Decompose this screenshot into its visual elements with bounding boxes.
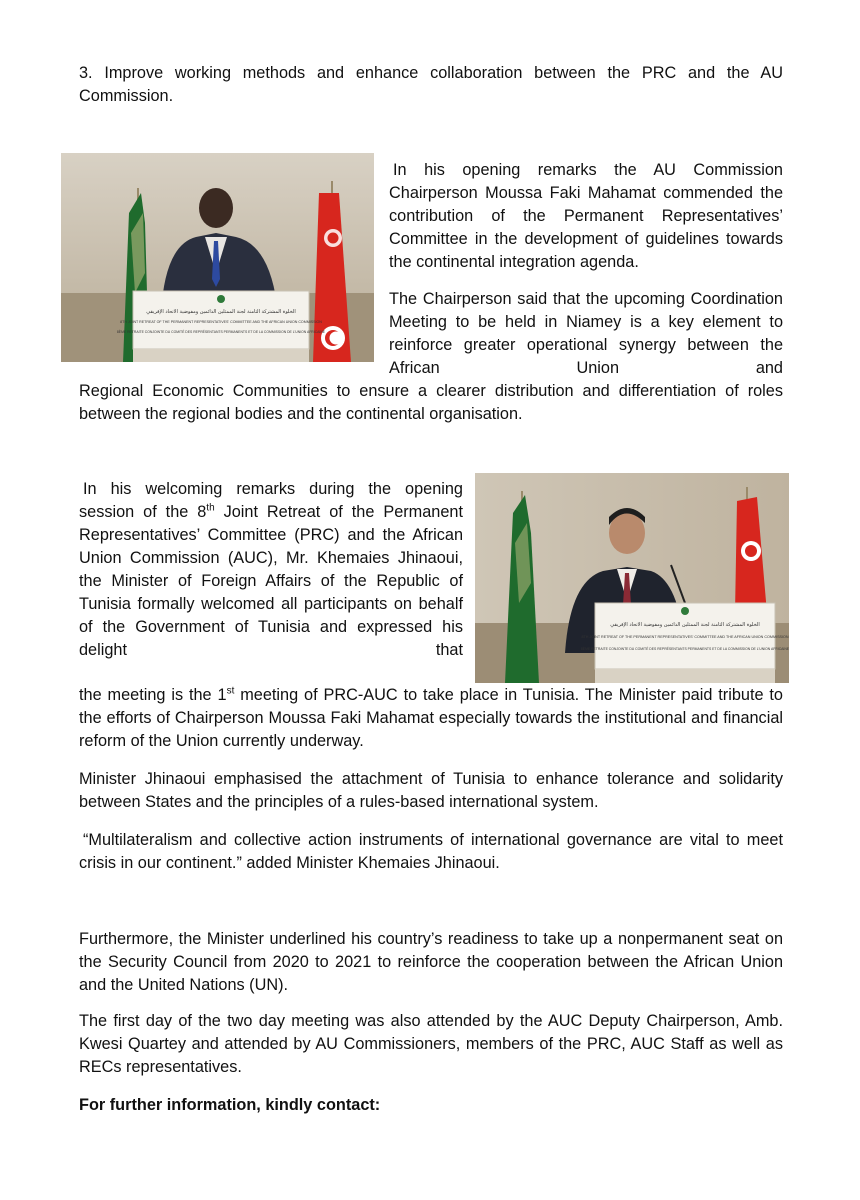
photo2-sign-fr: 8ÈME RETRAITE CONJOINTE DU COMITÉ DES REPRÉSENTANTS PERMANENTS ET DE LA COMMISSION DE L'UNION AFRICAINE bbox=[580, 647, 789, 651]
photo-minister-speech bbox=[475, 473, 789, 683]
quote-block bbox=[79, 829, 783, 875]
opening-remarks-paragraph: In his opening remarks the AU Commission Chairperson Moussa Faki Mahamat commended the contribution of the Permanent Representatives’ Committee in the development of guidelines towards the continental integration agenda. bbox=[389, 161, 783, 271]
chairperson-said-block bbox=[389, 288, 783, 380]
contact-block bbox=[79, 1094, 783, 1117]
tolerance-paragraph: Minister Jhinaoui emphasised the attachment of Tunisia to enhance tolerance and solidarity between States and the principles of a rules-based international system. bbox=[79, 770, 783, 811]
list-item-3-text: 3. Improve working methods and enhance collaboration between the PRC and the AU Commission. bbox=[79, 64, 783, 105]
contact-heading: For further information, kindly contact: bbox=[79, 1096, 381, 1114]
photo2-sign-ar: الخلوة المشتركة الثامنة لجنة الممثلين الدائمين ومفوضية الاتحاد الإفريقي bbox=[610, 622, 760, 628]
photo1-sign-ar: الخلوة المشتركة الثامنة لجنة الممثلين الدائمين ومفوضية الاتحاد الإفريقي bbox=[146, 309, 296, 315]
security-council-block bbox=[79, 928, 783, 997]
photo1-sign-en: 8TH JOINT RETREAT OF THE PERMANENT REPRESENTATIVES' COMMITTEE AND THE AFRICAN UNION COMMISSION bbox=[120, 320, 322, 324]
chairperson-said-wrapped: The Chairperson said that the upcoming Coordination Meeting to be held in Niamey is a key element to reinforce greater operational synergy between the African Union and bbox=[389, 290, 783, 377]
photo2-sign-en: 8TH JOINT RETREAT OF THE PERMANENT REPRESENTATIVES' COMMITTEE AND THE AFRICAN UNION COMMISSION bbox=[581, 635, 789, 639]
welcoming-remarks-continued bbox=[79, 684, 783, 753]
welcoming-remarks-paragraph: In his welcoming remarks during the opening session of the 8th Joint Retreat of the Permanent Representatives’ Committee (PRC) and the African Union Commission (AUC), Mr. Khemaies Jhinaoui, the Minister of Foreign Affairs of the Republic of Tunisia formally welcomed all participants on behalf of the Government of Tunisia and expressed his delight that bbox=[79, 480, 463, 659]
welcoming-remarks-full: the meeting is the 1st meeting of PRC-AUC to take place in Tunisia. The Minister paid tribute to the efforts of Chairperson Moussa Faki Mahamat especially towards the institutional and financial reform of the Union currently underway. bbox=[79, 685, 783, 750]
chairperson-said-continued bbox=[79, 380, 783, 426]
security-council-paragraph: Furthermore, the Minister underlined his country’s readiness to take up a nonpermanent seat on the Security Council from 2020 to 2021 to reinforce the cooperation between the African Union and the United Nations (UN). bbox=[79, 930, 783, 994]
opening-remarks-block bbox=[389, 159, 783, 274]
photo1-sign-fr: 8ÈME RETRAITE CONJOINTE DU COMITÉ DES REPRÉSENTANTS PERMANENTS ET DE LA COMMISSION DE L'UNION AFRICAINE bbox=[116, 330, 326, 334]
chairperson-said-full: Regional Economic Communities to ensure a clearer distribution and differentiation of roles between the regional bodies and the continental organisation. bbox=[79, 382, 783, 423]
first-day-paragraph: The first day of the two day meeting was also attended by the AUC Deputy Chairperson, Amb. Kwesi Quartey and attended by AU Commissioners, members of the PRC, AUC Staff as well as RECs representatives. bbox=[79, 1012, 783, 1076]
tolerance-block bbox=[79, 768, 783, 814]
quote-paragraph: “Multilateralism and collective action instruments of international governance are vital to meet crisis in our continent.” added Minister Khemaies Jhinaoui. bbox=[79, 831, 783, 872]
list-item-3 bbox=[79, 62, 783, 108]
photo-chairperson-speech bbox=[61, 153, 374, 362]
welcoming-remarks-block bbox=[79, 478, 463, 662]
first-day-block bbox=[79, 1010, 783, 1079]
